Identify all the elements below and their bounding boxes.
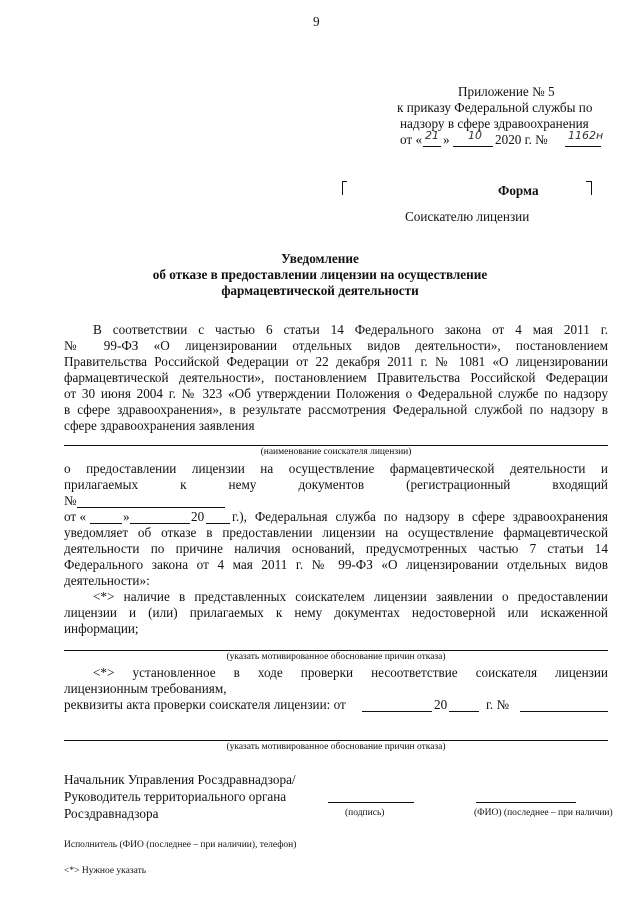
caption-name: (ФИО) (последнее – при наличии) [474,808,613,818]
p2-line: деятельности по причине наличия оснований, предусмотренных частью 7 статьи 14 [64,541,608,556]
reg-month-line [130,523,190,524]
act-suffix: г. № [486,697,510,712]
p2-date-sep: » [123,509,130,524]
number-underline [565,146,601,147]
appendix-date-prefix: от « [400,132,423,147]
reg-number-line [77,507,225,508]
executor-note: Исполнитель (ФИО (последнее – при наличии), телефон) [64,840,297,850]
footnote: <*> Нужное указать [64,866,147,876]
reason2-line: лицензионным требованиям, [64,681,227,696]
appendix-line1: Приложение № 5 [458,84,555,99]
signature-line [328,802,414,803]
p2-line: уведомляет об отказе в предоставлении лицензии на осуществление фармацевтической [64,525,608,540]
reason1-line: лицензии и (или) прилагаемых к нему документах недостоверной или искаженной [64,605,608,620]
month-underline [453,146,493,147]
handwritten-day: 21 [425,129,439,142]
reason2-justification-line [64,740,608,741]
appendix-line3: надзору в сфере здравоохранения [400,116,589,131]
appendix-date-year: 2020 г. № [495,132,548,147]
left-bracket [342,181,343,195]
p1-line: сфере здравоохранения заявления [64,418,255,433]
p2-line: деятельности»: [64,573,150,588]
p1-line: В соответствии с частью 6 статьи 14 Федерального закона от 4 мая 2011 г. [93,322,608,337]
act-date-line [362,711,432,712]
form-label: Форма [498,183,539,198]
caption-reason1: (указать мотивированное обоснование причин отказа) [226,652,446,662]
appendix-date-sep: » [443,132,450,147]
applicant-name-line [64,445,608,446]
p2-date-prefix: от « [64,509,87,524]
p2-line: прилагаемых к нему документов (регистрационный входящий [64,477,608,492]
p1-line: Правительства Российской Федерации от 22 декабря 2011 г. № 1081 «О лицензировании [64,354,608,369]
right-bracket [591,181,592,195]
p2-line: о предоставлении лицензии на осуществление фармацевтической деятельности и [64,461,608,476]
name-line [476,802,576,803]
p2-line: г.), Федеральная служба по надзору в сфере здравоохранения [232,509,608,524]
caption-applicant: (наименование соискателя лицензии) [260,447,412,457]
page-number: 9 [313,14,320,29]
right-bracket-top [586,181,591,182]
p2-reg-number-label: № [64,493,77,508]
signatory-line2: Руководитель территориального органа [64,789,287,804]
reason1-line: <*> наличие в представленных соискателем лицензии заявлении о предоставлении [93,589,608,604]
title-line3: фармацевтической деятельности [221,283,419,298]
act-year-line [449,711,479,712]
p1-line: фармацевтической деятельности», постановлением Правительства Российской Федерации [64,370,608,385]
caption-reason2: (указать мотивированное обоснование причин отказа) [226,742,446,752]
reg-year-line [206,523,230,524]
title-line1: Уведомление [281,251,359,266]
handwritten-number: 1162н [568,129,604,142]
recipient: Соискателю лицензии [405,209,530,224]
p1-line: № 99-ФЗ «О лицензировании отдельных видов деятельности», постановлением [64,338,608,353]
left-bracket-top [342,181,347,182]
signatory-line1: Начальник Управления Росздравнадзора/ [64,772,296,787]
handwritten-month: 10 [468,129,482,142]
day-underline [423,146,441,147]
act-label: реквизиты акта проверки соискателя лицензии: от [64,697,346,712]
p2-date-year: 20 [191,509,205,524]
p2-line: Федерального закона от 4 мая 2011 г. № 99-ФЗ «О лицензировании отдельных видов [64,557,608,572]
p1-line: в сфере здравоохранения», в результате рассмотрения Федеральной службой по надзору в [64,402,608,417]
act-year: 20 [434,697,448,712]
p1-line: от 30 июня 2004 г. № 323 «Об утверждении Положения о Федеральной службе по надзору [64,386,608,401]
caption-signature: (подпись) [345,808,385,818]
reason2-line: <*> установленное в ходе проверки несоответствие соискателя лицензии [93,665,608,680]
appendix-line2: к приказу Федеральной службы по [397,100,593,115]
reason1-line: информации; [64,621,139,636]
reg-day-line [90,523,122,524]
reason1-justification-line [64,650,608,651]
act-number-line [520,711,608,712]
title-line2: об отказе в предоставлении лицензии на осуществление [152,267,488,282]
signatory-line3: Росздравнадзора [64,806,159,821]
